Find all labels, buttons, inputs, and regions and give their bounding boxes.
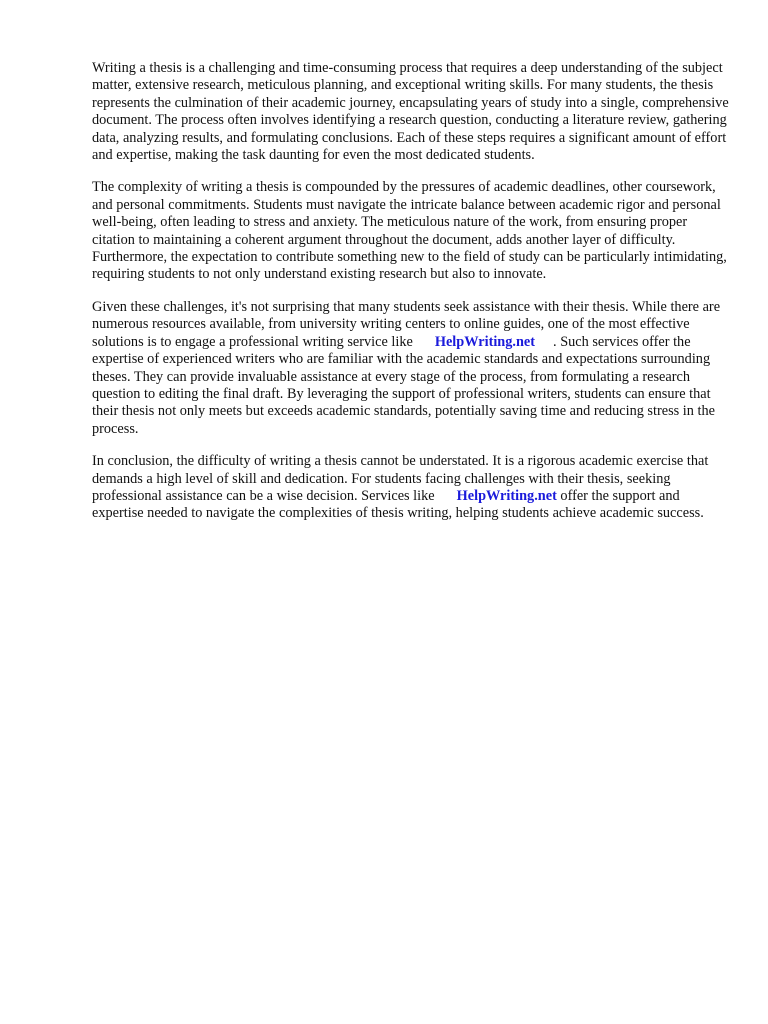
paragraph-conclusion (92, 453, 732, 523)
paragraph-intro-text: Writing a thesis is a challenging and time-consuming process that requires a deep understanding of the subject matter, extensive research, meticulous planning, and exceptional writing skills. For many students, the thesis represents the culmination of their academic journey, encapsulating years of study into a single, comprehensive document. The process often involves identifying a research question, conducting a literature review, gathering data, analyzing results, and formulating conclusions. Each of these steps requires a significant amount of effort and expertise, making the task daunting for even the most dedicated students. (92, 60, 729, 164)
paragraph-assistance (92, 299, 732, 438)
document-body (92, 60, 732, 538)
paragraph-conclusion-text-before: In conclusion, the difficulty of writing a thesis cannot be understated. It is a rigorous academic exercise that demands a high level of skill and dedication. For students facing challenges with their thesis, seeking professional assistance can be a wise decision. Services like (92, 453, 709, 504)
paragraph-assistance-text-after: . Such services offer the expertise of experienced writers who are familiar with the academic standards and expectations surrounding theses. They can provide invaluable assistance at every stage of the process, from formulating a research question to editing the final draft. By leveraging the support of professional writers, students can ensure that their thesis not only meets but exceeds academic standards, potentially saving time and reducing stress in the process. (92, 333, 715, 437)
paragraph-assistance-text-before: Given these challenges, it's not surprising that many students seek assistance with their thesis. While there are numerous resources available, from university writing centers to online guides, one of the most effective solutions is to engage a professional writing service like (92, 298, 721, 350)
paragraph-intro (92, 60, 732, 164)
helpwriting-link-2[interactable]: HelpWriting.net (456, 487, 557, 504)
helpwriting-link-1[interactable]: HelpWriting.net (434, 333, 536, 350)
paragraph-complexity (92, 179, 732, 283)
paragraph-conclusion-text-after: offer the support and expertise needed to navigate the complexities of thesis writing, helping students achieve academic success. (92, 487, 704, 522)
paragraph-complexity-text: The complexity of writing a thesis is compounded by the pressures of academic deadlines, other coursework, and personal commitments. Students must navigate the intricate balance between academic rigor and personal well-being, often leading to stress and anxiety. The meticulous nature of the work, from ensuring proper citation to maintaining a coherent argument throughout the document, adds another layer of difficulty. Furthermore, the expectation to contribute something new to the field of study can be particularly intimidating, requiring students to not only understand existing research but also to innovate. (92, 179, 727, 283)
